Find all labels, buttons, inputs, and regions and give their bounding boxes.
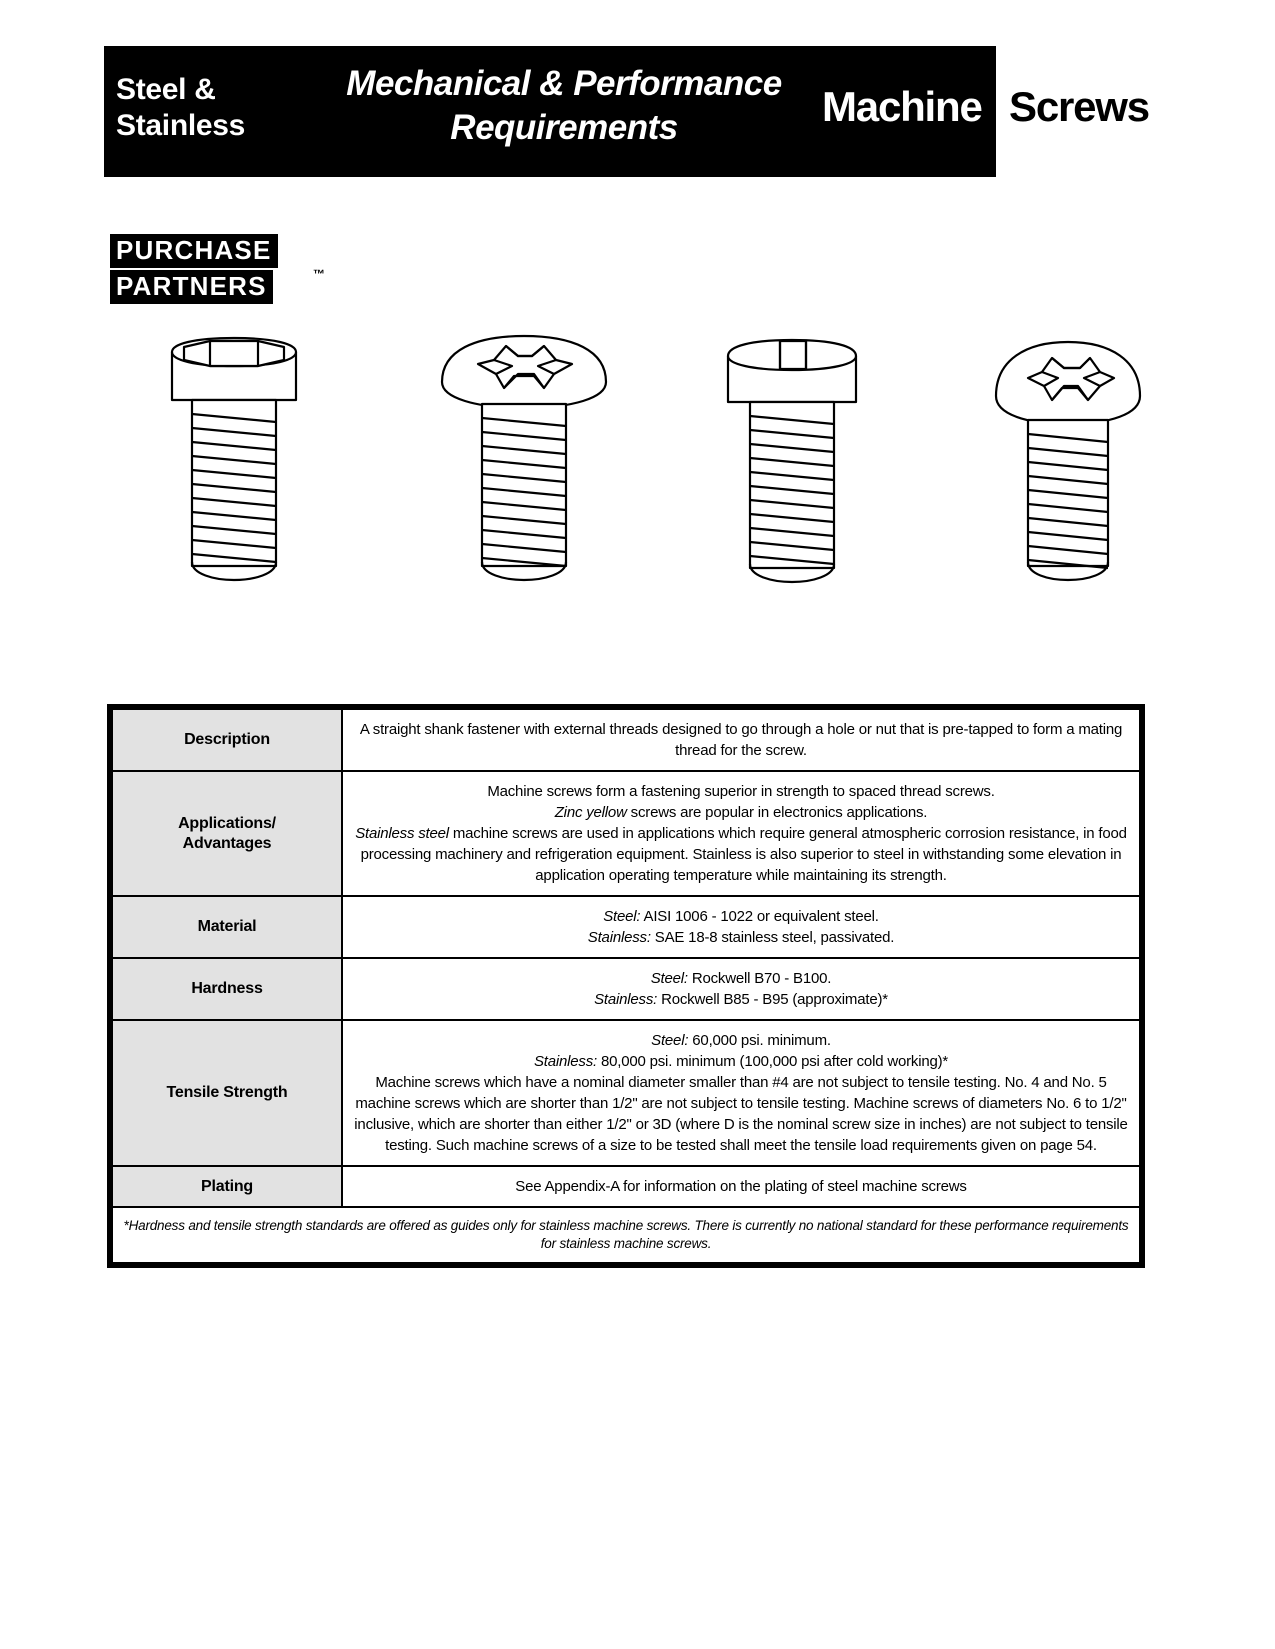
emphasis-stainless: Stainless: xyxy=(594,991,658,1008)
row-label-applications xyxy=(112,771,342,896)
specification-table xyxy=(107,704,1145,1268)
table-row xyxy=(112,1020,1140,1166)
content-text: Rockwell B70 - B100. xyxy=(687,970,832,987)
row-content-hardness xyxy=(342,958,1140,1020)
header-subject-title xyxy=(324,62,804,150)
table-row xyxy=(112,896,1140,958)
content-line: Machine screws form a fastening superior in strength to spaced thread screws. xyxy=(487,783,995,800)
content-text: 60,000 psi. minimum. xyxy=(688,1032,831,1049)
emphasis-steel: Steel: xyxy=(650,970,688,987)
logo-line-partners: PARTNERS xyxy=(110,270,273,304)
content-line xyxy=(351,1051,1131,1072)
row-label-line2: Advantages xyxy=(182,834,272,852)
trademark-icon: ™ xyxy=(313,267,325,281)
row-content-material xyxy=(342,896,1140,958)
content-text: machine screws are used in applications which require general atmospheric corrosion resistance, in food processing machinery and refrigeration equipment. Stainless is also superior to steel in withstanding some elevation in application operating temperature while maintaining its strength. xyxy=(360,825,1127,884)
row-content-applications xyxy=(342,771,1140,896)
page-header xyxy=(104,46,1172,177)
header-product-word-machine: Machine xyxy=(822,83,982,130)
row-label-description: Description xyxy=(112,709,342,771)
header-product-word-screws: Screws xyxy=(1009,83,1149,130)
emphasis-steel: Steel: xyxy=(603,908,641,925)
content-line: Machine screws which have a nominal diameter smaller than #4 are not subject to tensile testing. No. 4 and No. 5 machine screws which are shorter than 1/2" are not subject to tensile testing. Machine screws of diameters No. 6 to 1/2" inclusive, which are shorter than either 1/2" or 3D (where D is the nominal screw size in inches) are not subject to tensile testing. Such machine screws of a size to be tested shall meet the tensile load requirements given on page 54. xyxy=(354,1074,1128,1154)
table-footnote-row xyxy=(112,1207,1140,1263)
content-line: A straight shank fastener with external threads designed to go through a hole or nut that is pre-tapped to form a mating thread for the screw. xyxy=(359,721,1123,759)
table-row xyxy=(112,709,1140,771)
emphasis-stainless: Stainless: xyxy=(533,1053,597,1070)
content-text: Rockwell B85 - B95 (approximate)* xyxy=(657,991,888,1008)
row-content-tensile-strength xyxy=(342,1020,1140,1166)
content-line: See Appendix-A for information on the plating of steel machine screws xyxy=(515,1178,967,1195)
header-material-line2: Stainless xyxy=(116,109,246,142)
content-line xyxy=(351,823,1131,886)
content-line xyxy=(351,968,1131,989)
content-line xyxy=(351,1030,1131,1051)
content-line xyxy=(351,927,1131,948)
slotted-pan-head-screw-illustration xyxy=(712,330,872,590)
row-content-description xyxy=(342,709,1140,771)
table-row xyxy=(112,958,1140,1020)
emphasis-stainless: Stainless: xyxy=(587,929,651,946)
emphasis-steel: Steel: xyxy=(651,1032,689,1049)
row-label-material: Material xyxy=(112,896,342,958)
content-text: 80,000 psi. minimum (100,000 psi after cold working)* xyxy=(597,1053,949,1070)
phillips-pan-head-screw-illustration xyxy=(434,330,614,590)
header-material-line1: Steel & xyxy=(116,73,216,106)
phillips-round-head-screw-illustration xyxy=(988,330,1148,590)
content-text: screws are popular in electronics applications. xyxy=(626,804,928,821)
table-footnote: *Hardness and tensile strength standards are offered as guides only for stainless machine screws. There is currently no national standard for these performance requirements for stainless machine screws. xyxy=(112,1207,1140,1263)
content-text: AISI 1006 - 1022 or equivalent steel. xyxy=(640,908,879,925)
row-content-plating xyxy=(342,1166,1140,1207)
header-subject-line2: Requirements xyxy=(450,108,678,147)
table-row xyxy=(112,1166,1140,1207)
header-material-title xyxy=(116,72,316,144)
row-label-plating: Plating xyxy=(112,1166,342,1207)
row-label-line1: Applications/ xyxy=(178,814,276,832)
header-subject-line1: Mechanical & Performance xyxy=(346,64,782,103)
screw-illustration-strip xyxy=(104,330,1172,600)
emphasis-stainless-steel: Stainless steel xyxy=(355,825,449,842)
slotted-fillister-head-screw-illustration xyxy=(154,330,314,590)
content-line xyxy=(351,906,1131,927)
emphasis-zinc-yellow: Zinc yellow xyxy=(554,804,627,821)
content-text: SAE 18-8 stainless steel, passivated. xyxy=(650,929,895,946)
content-line xyxy=(351,802,1131,823)
table-row xyxy=(112,771,1140,896)
purchase-partners-logo xyxy=(110,234,350,304)
row-label-tensile-strength: Tensile Strength xyxy=(112,1020,342,1166)
logo-line-purchase: PURCHASE xyxy=(110,234,278,268)
row-label-hardness: Hardness xyxy=(112,958,342,1020)
content-line xyxy=(351,989,1131,1010)
